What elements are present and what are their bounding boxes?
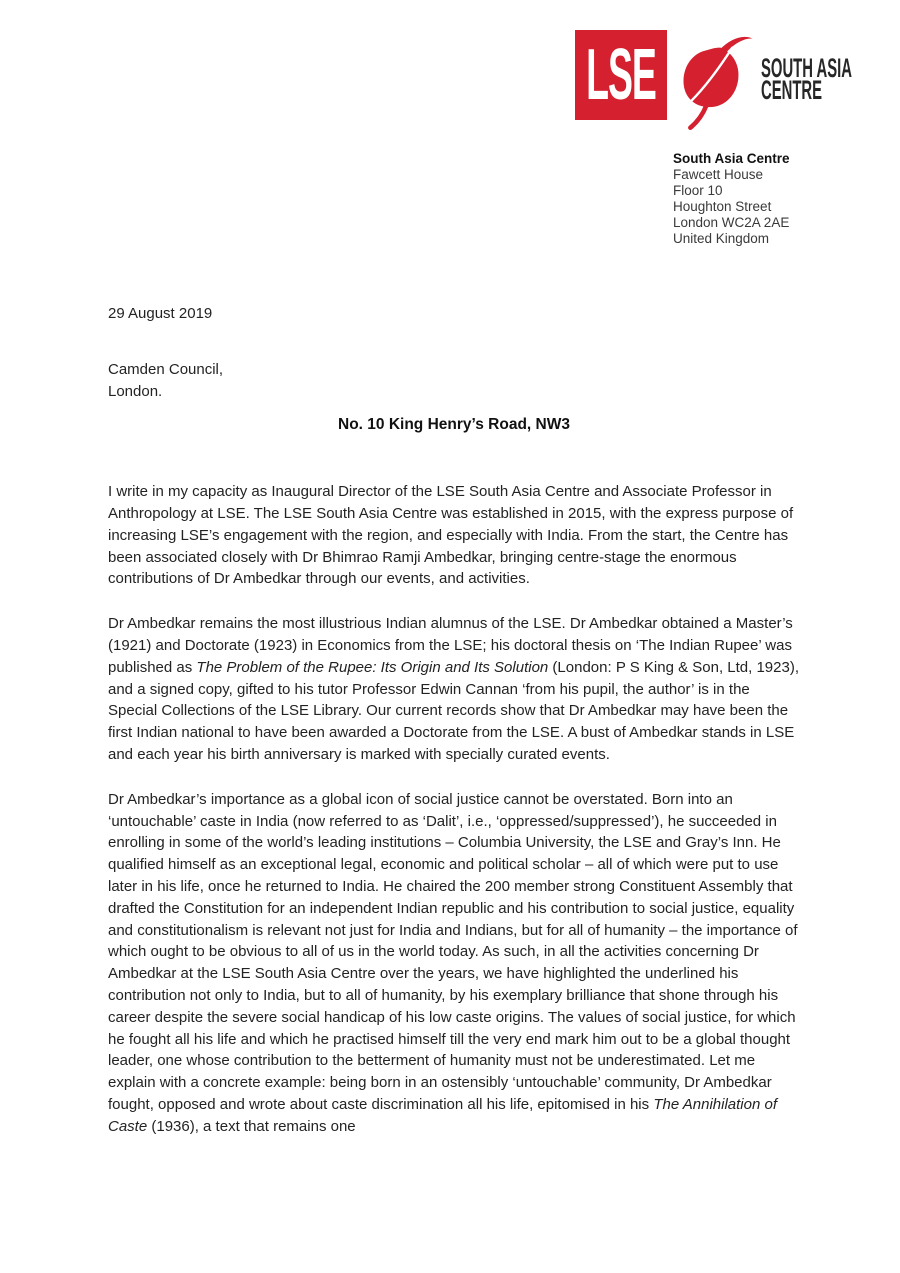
paragraph-1: I write in my capacity as Inaugural Director of the LSE South Asia Centre and Associate Professor in Anthropology at LSE. The LSE South Asia Centre was established in 2015, with the express purpose of increasing LSE’s engagement with the region, and especially with India. From the start, the Centre has been associated closely with Dr Bhimrao Ramji Ambedkar, bringing centre-stage the enormous contributions of Dr Ambedkar through our events, and activities. (108, 483, 794, 588)
subject-line: No. 10 King Henry’s Road, NW3 (338, 416, 570, 434)
recipient-line-2: London. (108, 382, 163, 400)
recipient-line-1: Camden Council, (108, 360, 224, 378)
paragraph-2-book-title: The Problem of the Rupee: Its Origin and Its Solution (196, 658, 549, 676)
paragraph-3-text-cont: (1936), a text that remains one (147, 1117, 356, 1135)
lse-logo-text: LSE (586, 35, 656, 115)
letter-date: 29 August 2019 (108, 305, 213, 322)
address-line-2: Floor 10 (673, 182, 723, 198)
peepal-leaf-icon (677, 31, 757, 135)
paragraph-2-text: Dr Ambedkar remains the most illustrious Indian alumnus of the LSE. Dr Ambedkar obtained a Master’s (1921) and Doctorate (1923) in Economics from the LSE; his doctoral thesis on ‘The Indian Rupee’ was published as (108, 615, 793, 676)
letterhead-address (673, 151, 790, 246)
paragraph-3 (108, 789, 800, 1138)
paragraph-2 (108, 613, 800, 766)
paragraph-3-text: Dr Ambedkar’s importance as a global icon of social justice cannot be overstated. Born into an ‘untouchable’ caste in India (now referred to as ‘Dalit’, i.e., ‘oppressed/suppressed’), he succeeded in enrolling in some of the world’s leading institutions – Columbia University, the LSE and Gray’s Inn. He qualified himself as an exceptional legal, economic and political scholar – all of which were put to use later in his life, once he returned to India. He chaired the 200 member strong Constituent Assembly that drafted the Constitution for an independent Indian republic and his contribution to social justice, equality and constitutionalism is relevant not just for India and Indians, but for all of humanity – the importance of which ought to be obvious to all of us in the world today. As such, in all the activities concerning Dr Ambedkar at the LSE South Asia Centre over the years, we have highlighted the underlined his contribution not only to India, but to all of humanity, by his exemplary brilliance that shone through his career despite the severe social handicap of his low caste origins. The values of social justice, for which he fought all his life and which he practised himself till the very end mark him out to be a global thought leader, one whose contribution to the betterment of humanity must not be underestimated. Let me explain with a concrete example: being born in an ostensibly ‘untouchable’ community, Dr Ambedkar fought, opposed and wrote about caste discrimination all his life, epitomised in his (108, 790, 798, 1113)
address-line-3: Houghton Street (673, 198, 772, 214)
paragraph-3-book-title: The Annihilation of Caste (108, 1095, 778, 1135)
centre-name (761, 53, 853, 105)
centre-name-line1: SOUTH ASIA (761, 53, 853, 83)
centre-name-line2: CENTRE (761, 75, 823, 105)
address-line-4: London WC2A 2AE (673, 214, 790, 230)
lse-south-asia-centre-logo (575, 30, 900, 135)
address-line-5: United Kingdom (673, 230, 770, 246)
lse-logo (575, 30, 667, 120)
recipient-block (108, 359, 800, 403)
address-name: South Asia Centre (673, 151, 790, 166)
letter-body (108, 303, 800, 1138)
paragraph-2-text-cont: (London: P S King & Son, Ltd, 1923), and a signed copy, gifted to his tutor Professor Edwin Cannan ‘from his pupil, the author’ is in the Special Collections of the LSE Library. Our current records show that Dr Ambedkar may have been the first Indian national to have been awarded a Doctorate from the LSE. A bust of Ambedkar stands in LSE and each year his birth anniversary is marked with specially curated events. (108, 658, 799, 763)
address-line-1: Fawcett House (673, 166, 764, 182)
